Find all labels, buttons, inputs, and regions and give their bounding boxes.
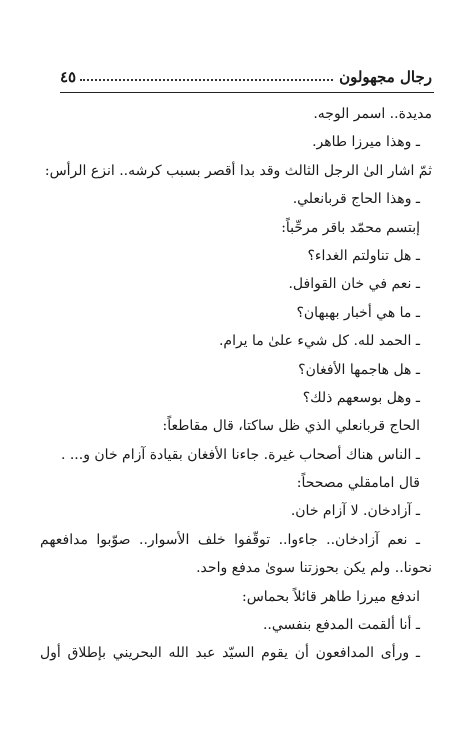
text-line: الحاج قربانعلي الذي ظل ساكتا، قال مقاطعاً:	[162, 418, 420, 435]
text-line: ـ نعم آزادخان.. جاءوا.. توقّفوا خلف الأسوار.. صوّبوا مدافعهم	[40, 531, 420, 548]
text-line: إبتسم محمّد باقر مرحِّباً:	[281, 219, 420, 236]
dot-leader	[80, 78, 333, 81]
text-line: مديدة.. اسمر الوجه.	[313, 106, 432, 122]
text-line: ـ آزادخان. لا آزام خان.	[290, 503, 420, 520]
text-line: ـ هل هاجمها الأفغان؟	[298, 361, 420, 378]
text-line: ـ الحمد لله. كل شيء علىٰ ما يرام.	[218, 333, 420, 350]
text-line: نحونا.. ولم يكن بحوزتنا سوىٰ مدفع واحد.	[196, 560, 432, 577]
text-line: ـ وهذا ميرزا طاهر.	[312, 134, 420, 151]
text-line: ـ وهذا الحاج قربانعلي.	[292, 191, 420, 208]
text-line: ـ وهل بوسعهم ذلك؟	[302, 389, 420, 406]
header-rule	[60, 92, 434, 93]
text-line: ـ ورأى المدافعون أن يقوم السيّد عبد الله البحريني بإطلاق أول	[40, 645, 420, 662]
text-line: ثمّ اشار الىٰ الرجل الثالث وقد بدا أقصر بسبب كرشه.. انزع الرأس:	[44, 162, 432, 179]
page-number: ٤٥	[60, 68, 77, 86]
text-line: ـ ما هي أخبار بهبهان؟	[296, 304, 420, 321]
body-text	[40, 100, 432, 668]
text-line: ـ هل تناولتم الغداء؟	[307, 247, 420, 264]
text-line: قال امامقلي مصححاً:	[296, 475, 420, 492]
text-line: ـ نعم في خان القوافل.	[288, 276, 420, 293]
running-title: رجال مجهولون	[339, 68, 432, 86]
text-line: ـ أنا ألقمت المدفع بنفسي..	[262, 617, 420, 634]
page-header	[60, 64, 432, 86]
text-line: ـ الناس هناك أصحاب غيرة. جاءنا الأفغان بقيادة آزام خان و... .	[60, 446, 420, 463]
text-line: اندفع ميرزا طاهر قائلاً بحماس:	[241, 588, 420, 605]
